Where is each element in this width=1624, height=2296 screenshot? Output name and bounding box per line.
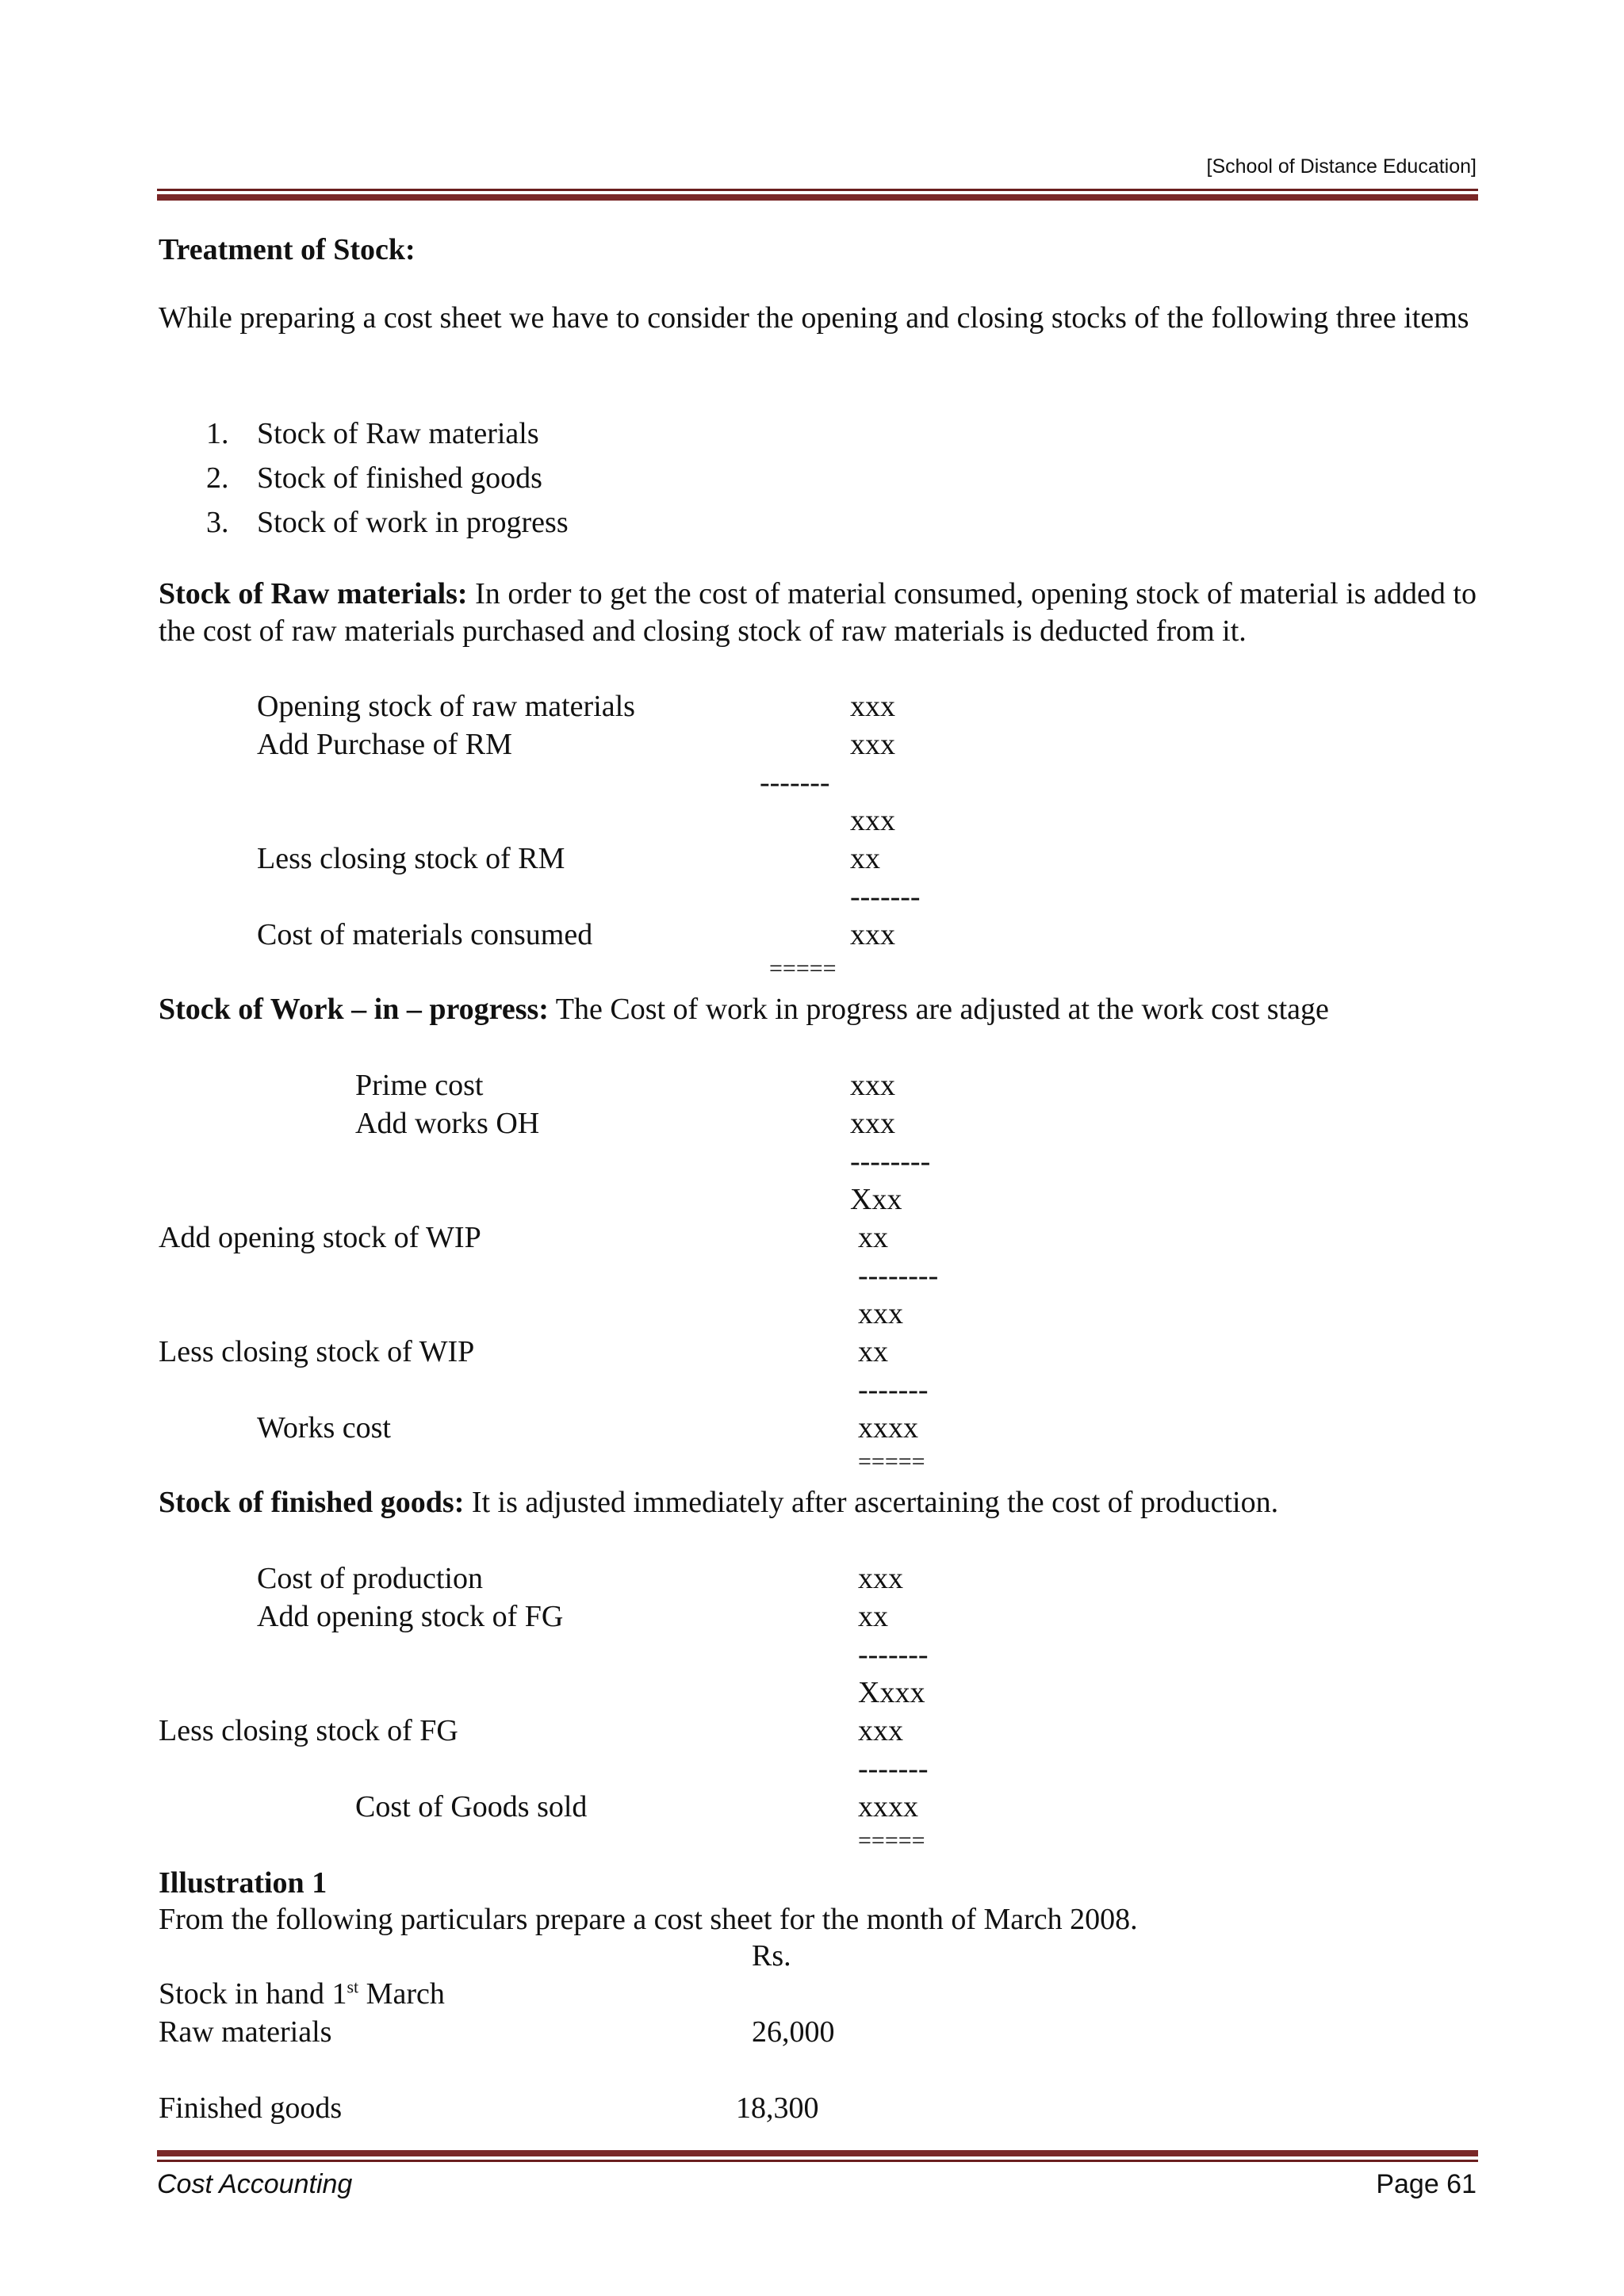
illustration-row-value: 26,000 xyxy=(752,2015,835,2049)
statement-value: xxxx xyxy=(858,1411,918,1445)
statement-value: xxx xyxy=(850,1107,895,1140)
finished-goods-paragraph xyxy=(159,1484,1278,1521)
statement-label: Less closing stock of FG xyxy=(159,1714,458,1747)
statement-value: xxx xyxy=(850,1069,895,1102)
statement-value: xx xyxy=(858,1335,888,1368)
statement-divider: -------- xyxy=(850,1145,931,1178)
illustration-row-label: Finished goods xyxy=(159,2091,343,2125)
statement-value: xx xyxy=(850,842,880,875)
statement-double-rule: ===== xyxy=(769,955,837,982)
list-number: 1. xyxy=(206,417,229,450)
list-item: Stock of finished goods xyxy=(257,461,542,495)
finished-goods-text: It is adjusted immediately after ascertaining the cost of production. xyxy=(464,1486,1279,1519)
statement-divider: ------- xyxy=(858,1373,929,1406)
raw-materials-paragraph xyxy=(159,576,1477,650)
footer-course-title: Cost Accounting xyxy=(157,2169,353,2199)
finished-goods-heading: Stock of finished goods: xyxy=(159,1486,465,1519)
footer-rule xyxy=(157,2150,1478,2162)
list-number: 2. xyxy=(206,461,229,495)
statement-value: Xxx xyxy=(850,1183,902,1216)
statement-value: xxx xyxy=(850,690,895,723)
statement-divider: ------- xyxy=(850,880,921,913)
section-title: Treatment of Stock: xyxy=(159,233,416,266)
list-item: Stock of work in progress xyxy=(257,506,569,539)
statement-label: Add opening stock of WIP xyxy=(159,1221,481,1254)
wip-text: The Cost of work in progress are adjusted at the work cost stage xyxy=(548,993,1329,1026)
intro-paragraph: While preparing a cost sheet we have to consider the opening and closing stocks of the following three items xyxy=(159,301,1469,335)
statement-label: Prime cost xyxy=(355,1069,484,1102)
statement-value: Xxxx xyxy=(858,1676,925,1709)
wip-paragraph xyxy=(159,991,1329,1028)
statement-label: Add opening stock of FG xyxy=(257,1600,564,1633)
statement-divider: ------- xyxy=(760,766,830,799)
statement-label: Opening stock of raw materials xyxy=(257,690,635,723)
statement-value: xxx xyxy=(850,728,895,761)
statement-label: Cost of production xyxy=(257,1562,483,1595)
statement-value: xxxx xyxy=(858,1790,918,1823)
statement-divider: -------- xyxy=(858,1259,939,1292)
statement-label: Works cost xyxy=(257,1411,391,1445)
statement-value: xx xyxy=(858,1221,888,1254)
statement-value: xx xyxy=(858,1600,888,1633)
statement-value: xxx xyxy=(858,1562,903,1595)
raw-materials-text: In order to get the cost of material consumed, opening stock of material is added to the cost of raw materials purchased and closing stock of raw materials is deducted from it. xyxy=(159,577,1477,648)
statement-value: xxx xyxy=(850,804,895,837)
illustration-text: From the following particulars prepare a cost sheet for the month of March 2008. xyxy=(159,1903,1138,1936)
statement-label: Add works OH xyxy=(355,1107,540,1140)
footer-page-number: Page 61 xyxy=(1376,2169,1477,2199)
statement-label: Add Purchase of RM xyxy=(257,728,512,761)
statement-value: xxx xyxy=(850,918,895,951)
statement-label: Less closing stock of WIP xyxy=(159,1335,475,1368)
statement-double-rule: ===== xyxy=(858,1448,925,1475)
statement-double-rule: ===== xyxy=(858,1827,925,1854)
statement-value: xxx xyxy=(858,1297,903,1330)
illustration-row-label: Raw materials xyxy=(159,2015,332,2049)
statement-divider: ------- xyxy=(858,1752,929,1785)
statement-value: xxx xyxy=(858,1714,903,1747)
statement-label: Less closing stock of RM xyxy=(257,842,565,875)
stock-in-hand-label: Stock in hand 1st March xyxy=(159,1976,445,2011)
list-item: Stock of Raw materials xyxy=(257,417,539,450)
header-institution: [School of Distance Education] xyxy=(1206,155,1477,178)
header-rule xyxy=(157,189,1478,201)
wip-heading: Stock of Work – in – progress: xyxy=(159,993,549,1026)
illustration-title: Illustration 1 xyxy=(159,1866,327,1900)
raw-materials-heading: Stock of Raw materials: xyxy=(159,577,468,610)
statement-label: Cost of Goods sold xyxy=(355,1790,588,1823)
illustration-row-value: 18,300 xyxy=(736,2091,819,2125)
statement-divider: ------- xyxy=(858,1638,929,1671)
statement-label: Cost of materials consumed xyxy=(257,918,593,951)
currency-label: Rs. xyxy=(752,1939,791,1973)
list-number: 3. xyxy=(206,506,229,539)
